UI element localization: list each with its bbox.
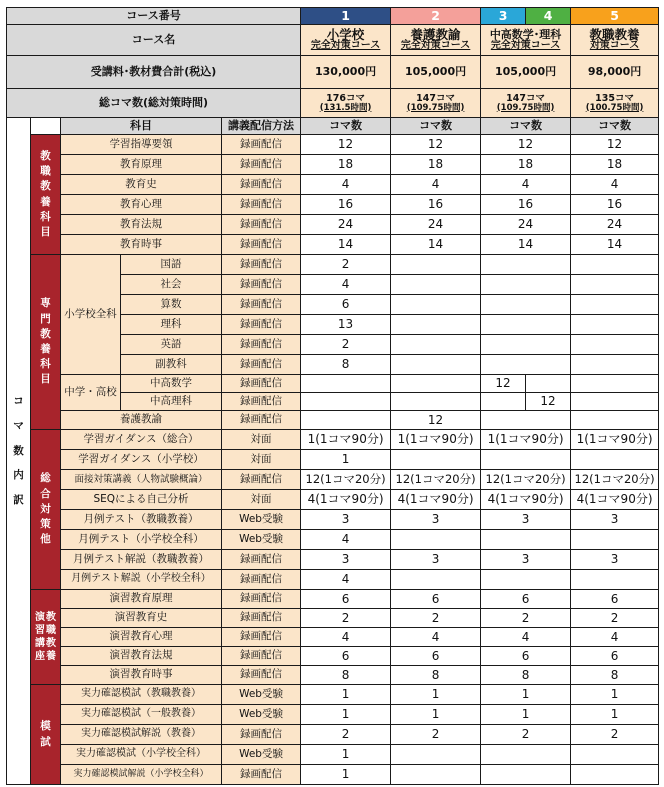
koma-cell: 8	[571, 666, 659, 685]
koma-cell: 12(1コマ20分)	[481, 470, 571, 490]
empty-cell	[481, 393, 526, 411]
method-cell: 録画配信	[222, 393, 301, 411]
subject-cell: 中高理科	[121, 393, 222, 411]
koma-cell	[391, 530, 481, 550]
subject-cell: 実力確認模試（一般教養）	[61, 705, 222, 725]
subject-cell: 学習指導要領	[61, 135, 222, 155]
subject-cell: 月例テスト解説（小学校全科）	[61, 570, 222, 590]
koma-cell: 2	[391, 725, 481, 745]
method-cell: 録画配信	[222, 609, 301, 628]
koma-cell: 1	[391, 705, 481, 725]
empty-cell	[571, 255, 659, 275]
koma-cell: 2	[571, 609, 659, 628]
method-cell: 対面	[222, 430, 301, 450]
subject-cell: 月例テスト解説（教職教養）	[61, 550, 222, 570]
subject-cell: 演習教育史	[61, 609, 222, 628]
koma-cell	[481, 450, 571, 470]
koma-cell: 14	[301, 235, 391, 255]
empty-cell	[301, 411, 391, 430]
method-cell: 録画配信	[222, 470, 301, 490]
method-cell: 録画配信	[222, 355, 301, 375]
koma-cell: 24	[301, 215, 391, 235]
koma-cell: 24	[481, 215, 571, 235]
koma-cell: 1	[481, 705, 571, 725]
method-cell: 録画配信	[222, 195, 301, 215]
koma-cell: 6	[481, 590, 571, 609]
koma-cell: 4	[301, 275, 391, 295]
subject-cell: 国語	[121, 255, 222, 275]
koma-cell: 1	[481, 685, 571, 705]
koma-cell: 4(1コマ90分)	[301, 490, 391, 510]
subject-header: 科目	[61, 118, 222, 135]
subject-cell: 教育原理	[61, 155, 222, 175]
subject-cell: 演習教育法規	[61, 647, 222, 666]
method-cell: Web受験	[222, 705, 301, 725]
course-name-3: 中高数学･理科 完全対策コース	[481, 25, 571, 56]
method-cell: 録画配信	[222, 155, 301, 175]
koma-cell: 4(1コマ90分)	[391, 490, 481, 510]
method-cell: 録画配信	[222, 375, 301, 393]
koma-cell: 1	[571, 685, 659, 705]
koma-cell: 2	[301, 255, 391, 275]
subject-cell: 算数	[121, 295, 222, 315]
section-senmon: 専 門 教 養 科 目	[31, 255, 61, 430]
koma-cell: 3	[391, 510, 481, 530]
koma-cell	[481, 765, 571, 785]
koma-cell: 12	[526, 393, 571, 411]
method-cell: Web受験	[222, 685, 301, 705]
fee-2: 105,000円	[391, 56, 481, 89]
course-number-3: 3	[481, 8, 526, 25]
koma-cell: 12	[391, 411, 481, 430]
koma-cell	[571, 570, 659, 590]
koma-cell: 1	[301, 745, 391, 765]
koma-cell: 1	[571, 705, 659, 725]
koma-cell: 16	[481, 195, 571, 215]
koma-cell: 4	[301, 628, 391, 647]
koma-cell: 24	[391, 215, 481, 235]
koma-cell: 14	[571, 235, 659, 255]
koma-cell: 1	[301, 450, 391, 470]
empty-cell	[301, 393, 391, 411]
empty-cell	[571, 335, 659, 355]
method-cell: 録画配信	[222, 315, 301, 335]
koma-cell: 4	[301, 570, 391, 590]
method-cell: Web受験	[222, 510, 301, 530]
koma-cell: 16	[391, 195, 481, 215]
empty-cell	[571, 393, 659, 411]
method-cell: 録画配信	[222, 295, 301, 315]
section-moshi: 模 試	[31, 685, 61, 785]
course-name-1: 小学校 完全対策コース	[301, 25, 391, 56]
koma-cell	[391, 450, 481, 470]
subject-cell: 社会	[121, 275, 222, 295]
koma-cell: 18	[391, 155, 481, 175]
method-cell: 録画配信	[222, 215, 301, 235]
koma-cell: 8	[301, 355, 391, 375]
method-cell: 対面	[222, 450, 301, 470]
section-kyoshoku: 教 職 教 養 科 目	[31, 135, 61, 255]
method-cell: 録画配信	[222, 647, 301, 666]
subject-cell: 英語	[121, 335, 222, 355]
koma-cell	[391, 570, 481, 590]
course-comparison-table	[6, 7, 659, 785]
method-cell: 録画配信	[222, 550, 301, 570]
koma-header-5: コマ数	[571, 118, 659, 135]
subject-cell: 学習ガイダンス（小学校）	[61, 450, 222, 470]
course-name-2: 養護教諭 完全対策コース	[391, 25, 481, 56]
course-number-2: 2	[391, 8, 481, 25]
koma-cell: 14	[391, 235, 481, 255]
koma-cell	[571, 530, 659, 550]
course-number-1: 1	[301, 8, 391, 25]
subject-cell: 養護教諭	[61, 411, 222, 430]
koma-cell: 4	[571, 628, 659, 647]
method-cell: 録画配信	[222, 275, 301, 295]
koma-cell: 1(1コマ90分)	[571, 430, 659, 450]
koma-cell: 13	[301, 315, 391, 335]
koma-cell: 6	[481, 647, 571, 666]
koma-cell: 16	[571, 195, 659, 215]
subject-cell: 月例テスト（小学校全科）	[61, 530, 222, 550]
koma-cell: 4(1コマ90分)	[571, 490, 659, 510]
koma-cell: 4	[391, 175, 481, 195]
empty-cell	[571, 375, 659, 393]
koma-cell: 14	[481, 235, 571, 255]
empty-cell	[391, 375, 481, 393]
course-number-label: コース番号	[7, 8, 301, 25]
koma-cell	[571, 745, 659, 765]
subject-cell: 演習教育原理	[61, 590, 222, 609]
empty-cell	[481, 255, 571, 275]
section-enshu: 演 習 講 座 教 職 教 養	[31, 590, 61, 685]
koma-cell: 18	[571, 155, 659, 175]
koma-cell: 8	[301, 666, 391, 685]
method-cell: 録画配信	[222, 235, 301, 255]
koma-cell: 6	[391, 647, 481, 666]
course-name-5: 教職教養 対策コース	[571, 25, 659, 56]
empty-cell	[391, 393, 481, 411]
koma-cell: 2	[301, 335, 391, 355]
koma-cell: 18	[481, 155, 571, 175]
koma-cell: 6	[391, 590, 481, 609]
subject-cell: 教育史	[61, 175, 222, 195]
empty-cell	[526, 375, 571, 393]
subject-cell: 中高数学	[121, 375, 222, 393]
fee-5: 98,000円	[571, 56, 659, 89]
method-header: 講義配信方法	[222, 118, 301, 135]
method-cell: 録画配信	[222, 765, 301, 785]
empty-cell	[481, 275, 571, 295]
koma-cell	[481, 570, 571, 590]
total-koma-label: 総コマ数(総対策時間)	[7, 89, 301, 118]
fee-1: 130,000円	[301, 56, 391, 89]
koma-cell: 6	[301, 295, 391, 315]
fee-3: 105,000円	[481, 56, 571, 89]
subject-cell: 教育心理	[61, 195, 222, 215]
koma-cell: 1(1コマ90分)	[301, 430, 391, 450]
koma-cell: 2	[301, 725, 391, 745]
empty-cell	[301, 375, 391, 393]
method-cell: 録画配信	[222, 590, 301, 609]
breakdown-side-label: コ マ 数 内 訳	[7, 118, 31, 785]
method-cell: 録画配信	[222, 175, 301, 195]
empty-cell	[571, 275, 659, 295]
koma-cell: 4	[481, 175, 571, 195]
total-koma-2: 147コマ (109.75時間)	[391, 89, 481, 118]
koma-cell: 1(1コマ90分)	[391, 430, 481, 450]
method-cell: 録画配信	[222, 666, 301, 685]
course-number-5: 5	[571, 8, 659, 25]
empty-cell	[391, 295, 481, 315]
koma-cell: 4	[301, 175, 391, 195]
koma-cell: 12	[481, 375, 526, 393]
method-cell: 録画配信	[222, 135, 301, 155]
empty-cell	[481, 411, 571, 430]
method-cell: 録画配信	[222, 255, 301, 275]
subject-cell: 教育法規	[61, 215, 222, 235]
koma-cell: 12(1コマ20分)	[391, 470, 481, 490]
subject-cell: 演習教育時事	[61, 666, 222, 685]
subject-cell: 学習ガイダンス（総合）	[61, 430, 222, 450]
course-name-label: コース名	[7, 25, 301, 56]
method-cell: Web受験	[222, 745, 301, 765]
koma-cell: 3	[571, 510, 659, 530]
koma-cell: 2	[301, 609, 391, 628]
subject-cell: 演習教育心理	[61, 628, 222, 647]
koma-cell: 3	[571, 550, 659, 570]
blank-cell	[31, 118, 61, 135]
subject-cell: 教育時事	[61, 235, 222, 255]
subject-cell: SEQによる自己分析	[61, 490, 222, 510]
section-sogo: 総 合 対 策 他	[31, 430, 61, 590]
koma-cell: 8	[481, 666, 571, 685]
koma-cell: 4	[571, 175, 659, 195]
koma-cell: 6	[301, 647, 391, 666]
koma-cell	[391, 745, 481, 765]
koma-cell	[481, 530, 571, 550]
course-number-4: 4	[526, 8, 571, 25]
koma-cell: 4	[481, 628, 571, 647]
subject-cell: 理科	[121, 315, 222, 335]
subject-cell: 副教科	[121, 355, 222, 375]
koma-cell: 24	[571, 215, 659, 235]
koma-cell: 12(1コマ20分)	[571, 470, 659, 490]
empty-cell	[481, 335, 571, 355]
koma-cell: 1	[301, 765, 391, 785]
koma-cell: 4(1コマ90分)	[481, 490, 571, 510]
method-cell: 録画配信	[222, 628, 301, 647]
koma-cell: 3	[301, 550, 391, 570]
total-koma-5: 135コマ (100.75時間)	[571, 89, 659, 118]
method-cell: 対面	[222, 490, 301, 510]
koma-cell	[481, 745, 571, 765]
koma-cell: 16	[301, 195, 391, 215]
empty-cell	[391, 255, 481, 275]
koma-cell: 3	[301, 510, 391, 530]
empty-cell	[481, 355, 571, 375]
empty-cell	[571, 295, 659, 315]
total-koma-1: 176コマ (131.5時間)	[301, 89, 391, 118]
koma-header-1: コマ数	[301, 118, 391, 135]
method-cell: 録画配信	[222, 335, 301, 355]
koma-cell: 12	[391, 135, 481, 155]
empty-cell	[571, 315, 659, 335]
koma-cell: 3	[481, 510, 571, 530]
koma-cell: 1	[301, 705, 391, 725]
koma-header-2: コマ数	[391, 118, 481, 135]
koma-cell	[391, 765, 481, 785]
koma-cell: 8	[391, 666, 481, 685]
empty-cell	[481, 315, 571, 335]
koma-cell: 6	[571, 647, 659, 666]
koma-cell: 2	[481, 725, 571, 745]
koma-cell: 1(1コマ90分)	[481, 430, 571, 450]
koma-cell: 12	[571, 135, 659, 155]
koma-cell: 2	[391, 609, 481, 628]
koma-cell: 3	[391, 550, 481, 570]
subject-cell: 実力確認模試（教職教養）	[61, 685, 222, 705]
koma-cell: 1	[301, 685, 391, 705]
koma-cell: 4	[391, 628, 481, 647]
empty-cell	[391, 355, 481, 375]
empty-cell	[391, 315, 481, 335]
empty-cell	[391, 335, 481, 355]
koma-cell: 6	[301, 590, 391, 609]
koma-cell: 12(1コマ20分)	[301, 470, 391, 490]
koma-header-3: コマ数	[481, 118, 571, 135]
empty-cell	[391, 275, 481, 295]
empty-cell	[481, 295, 571, 315]
fee-label: 受講料･教材費合計(税込)	[7, 56, 301, 89]
koma-cell: 12	[481, 135, 571, 155]
koma-cell: 6	[571, 590, 659, 609]
method-cell: Web受験	[222, 530, 301, 550]
koma-cell	[571, 765, 659, 785]
method-cell: 録画配信	[222, 570, 301, 590]
koma-cell: 18	[301, 155, 391, 175]
subject-cell: 実力確認模試解説（教養）	[61, 725, 222, 745]
subject-cell: 月例テスト（教職教養）	[61, 510, 222, 530]
koma-cell: 12	[301, 135, 391, 155]
empty-cell	[571, 355, 659, 375]
total-koma-3: 147コマ (109.75時間)	[481, 89, 571, 118]
subject-cell: 面接対策講義（人物試験概論）	[61, 470, 222, 490]
group-middle-high: 中学・高校	[61, 375, 121, 411]
koma-cell: 4	[301, 530, 391, 550]
koma-cell: 1	[391, 685, 481, 705]
koma-cell: 2	[481, 609, 571, 628]
method-cell: 録画配信	[222, 725, 301, 745]
subject-cell: 実力確認模試（小学校全科）	[61, 745, 222, 765]
koma-cell: 3	[481, 550, 571, 570]
subject-cell: 実力確認模試解説（小学校全科）	[61, 765, 222, 785]
method-cell: 録画配信	[222, 411, 301, 430]
koma-cell	[571, 450, 659, 470]
koma-cell: 2	[571, 725, 659, 745]
group-elementary: 小学校全科	[61, 255, 121, 375]
empty-cell	[571, 411, 659, 430]
